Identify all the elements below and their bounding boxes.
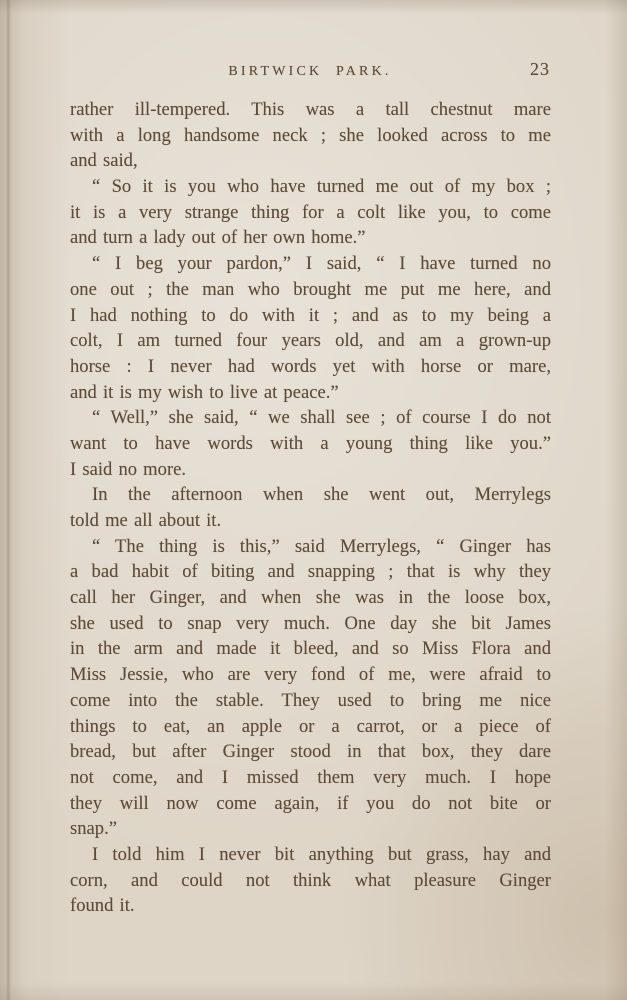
paragraph (70, 534, 551, 842)
text-line: bread, but after Ginger stood in that box, they dare (70, 741, 551, 763)
text-line: I told him I never bit anything but grass, hay and (92, 843, 551, 865)
text-line: it is a very strange thing for a colt like you, to come (70, 201, 551, 223)
text-line: they will now come again, if you do not bite or (70, 792, 551, 814)
text-line: not come, and I missed them very much. I hope (70, 766, 551, 788)
text-line: I had nothing to do with it ; and as to my being a (70, 304, 551, 326)
running-head (70, 61, 550, 83)
text-line: In the afternoon when she went out, Merrylegs (92, 484, 551, 506)
text-line: Miss Jessie, who are very fond of me, were afraid to (70, 664, 551, 686)
text-line: with a long handsome neck ; she looked across to me (70, 124, 551, 146)
text-line: rather ill-tempered. This was a tall chestnut mare (70, 99, 551, 120)
text-line: in the arm and made it bleed, and so Miss Flora and (70, 638, 551, 660)
paragraph (70, 174, 551, 251)
text-line: snap.” (70, 818, 117, 840)
text-line: and it is my wish to live at peace.” (70, 381, 339, 403)
text-line: horse : I never had words yet with horse or mare, (70, 355, 551, 377)
paragraph (70, 482, 551, 533)
text-line: things to eat, an apple or a carrot, or a piece of (70, 715, 551, 737)
text-line: I said no more. (70, 458, 187, 480)
text-line: and turn a lady out of her own home.” (70, 227, 366, 249)
text-line: a bad habit of biting and snapping ; that is why they (70, 561, 551, 583)
text-line: “ The thing is this,” said Merrylegs, “ Ginger has (92, 535, 551, 557)
text-line: corn, and could not think what pleasure Ginger (70, 869, 551, 891)
paragraph (70, 251, 551, 405)
text-line: she used to snap very much. One day she bit James (70, 612, 551, 634)
text-line: colt, I am turned four years old, and am a grown-up (70, 330, 551, 352)
text-line: want to have words with a young thing like you.” (70, 432, 551, 454)
running-title: BIRTWICK PARK. (228, 64, 392, 79)
text-line: “ I beg your pardon,” I said, “ I have turned no (92, 253, 551, 275)
text-line: told me all about it. (70, 510, 222, 531)
text-line: “ So it is you who have turned me out of my box ; (92, 176, 551, 198)
text-line: call her Ginger, and when she was in the loose box, (70, 587, 551, 609)
text-line: and said, (70, 150, 138, 172)
paragraph (70, 405, 551, 482)
text-line: “ Well,” she said, “ we shall see ; of course I do not (92, 407, 551, 429)
page-number: 23 (530, 59, 550, 79)
paragraph (70, 842, 551, 919)
paragraph (70, 97, 551, 174)
text-line: one out ; the man who brought me put me here, and (70, 278, 551, 300)
text-line: come into the stable. They used to bring me nice (70, 689, 551, 711)
body-text (70, 97, 551, 919)
text-line: found it. (70, 895, 135, 917)
